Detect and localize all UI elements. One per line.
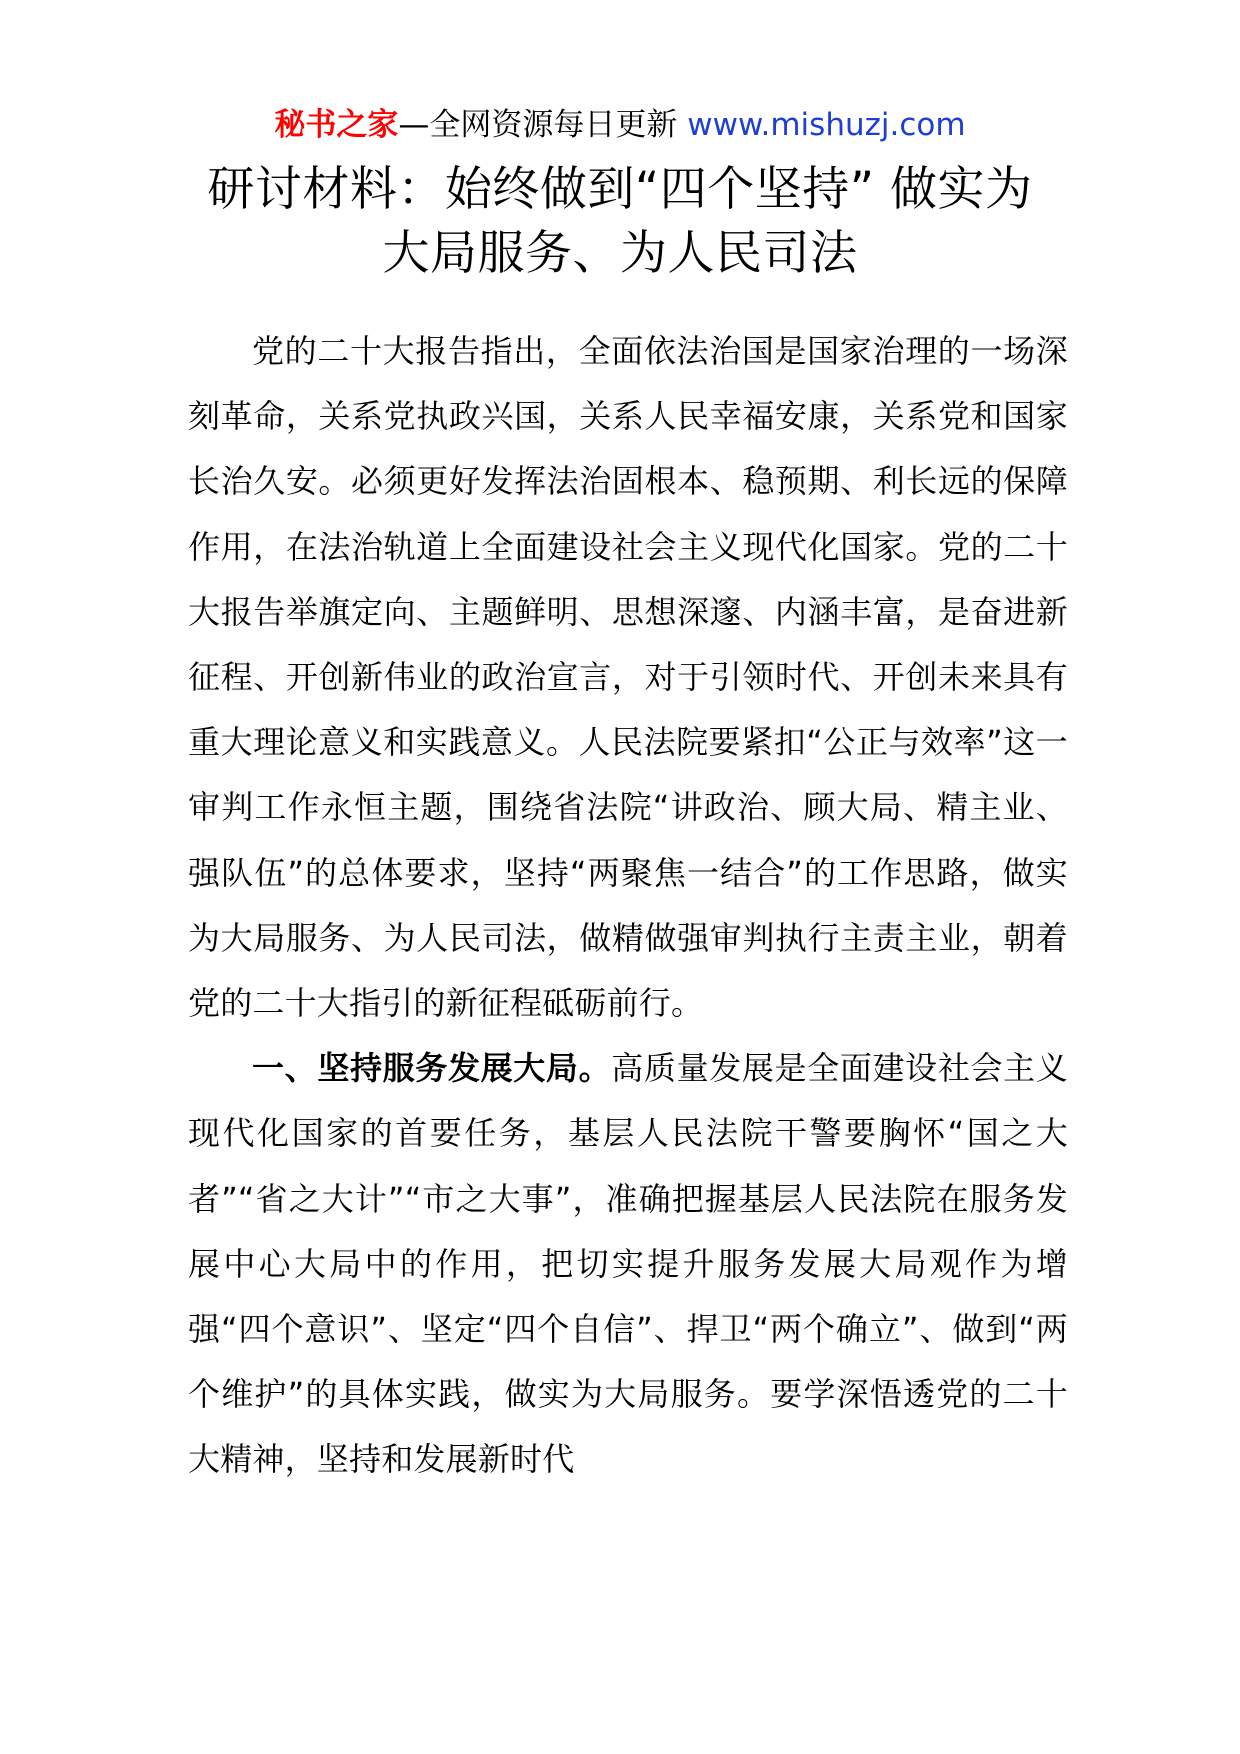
section-1-text: 高质量发展是全面建设社会主义现代化国家的首要任务，基层人民法院干警要胸怀“国之大者”“省之大计”“市之大事”，准确把握基层人民法院在服务发展中心大局中的作用，把切实提升服务发展大局观作为增强“四个意识”、坚定“四个自信”、捍卫“两个确立”、做到“两个维护”的具体实践，做实为大局服务。要学深悟透党的二十大精神，坚持和发展新时代 [188,1049,1069,1479]
site-tagline: —全网资源每日更新 [398,107,678,143]
site-header [0,103,1240,147]
title-line-2: 大局服务、为人民司法 [382,226,858,281]
title-line-1: 研讨材料：始终做到“四个坚持” 做实为 [207,162,1033,217]
document-body [188,319,1068,1493]
site-brand: 秘书之家 [274,107,399,143]
section-1-paragraph [188,1036,1068,1492]
site-url-link[interactable]: www.mishuzj.com [687,107,966,143]
section-1-heading: 一、坚持服务发展大局。 [252,1049,612,1088]
document-title [150,158,1090,286]
intro-paragraph: 党的二十大报告指出，全面依法治国是国家治理的一场深刻革命，关系党执政兴国，关系人民幸福安康，关系党和国家长治久安。必须更好发挥法治固根本、稳预期、利长远的保障作用，在法治轨道上全面建设社会主义现代化国家。党的二十大报告举旗定向、主题鲜明、思想深邃、内涵丰富，是奋进新征程、开创新伟业的政治宣言，对于引领时代、开创未来具有重大理论意义和实践意义。人民法院要紧扣“公正与效率”这一审判工作永恒主题，围绕省法院“讲政治、顾大局、精主业、强队伍”的总体要求，坚持“两聚焦一结合”的工作思路，做实为大局服务、为人民司法，做精做强审判执行主责主业，朝着党的二十大指引的新征程砥砺前行。 [188,332,1068,1023]
